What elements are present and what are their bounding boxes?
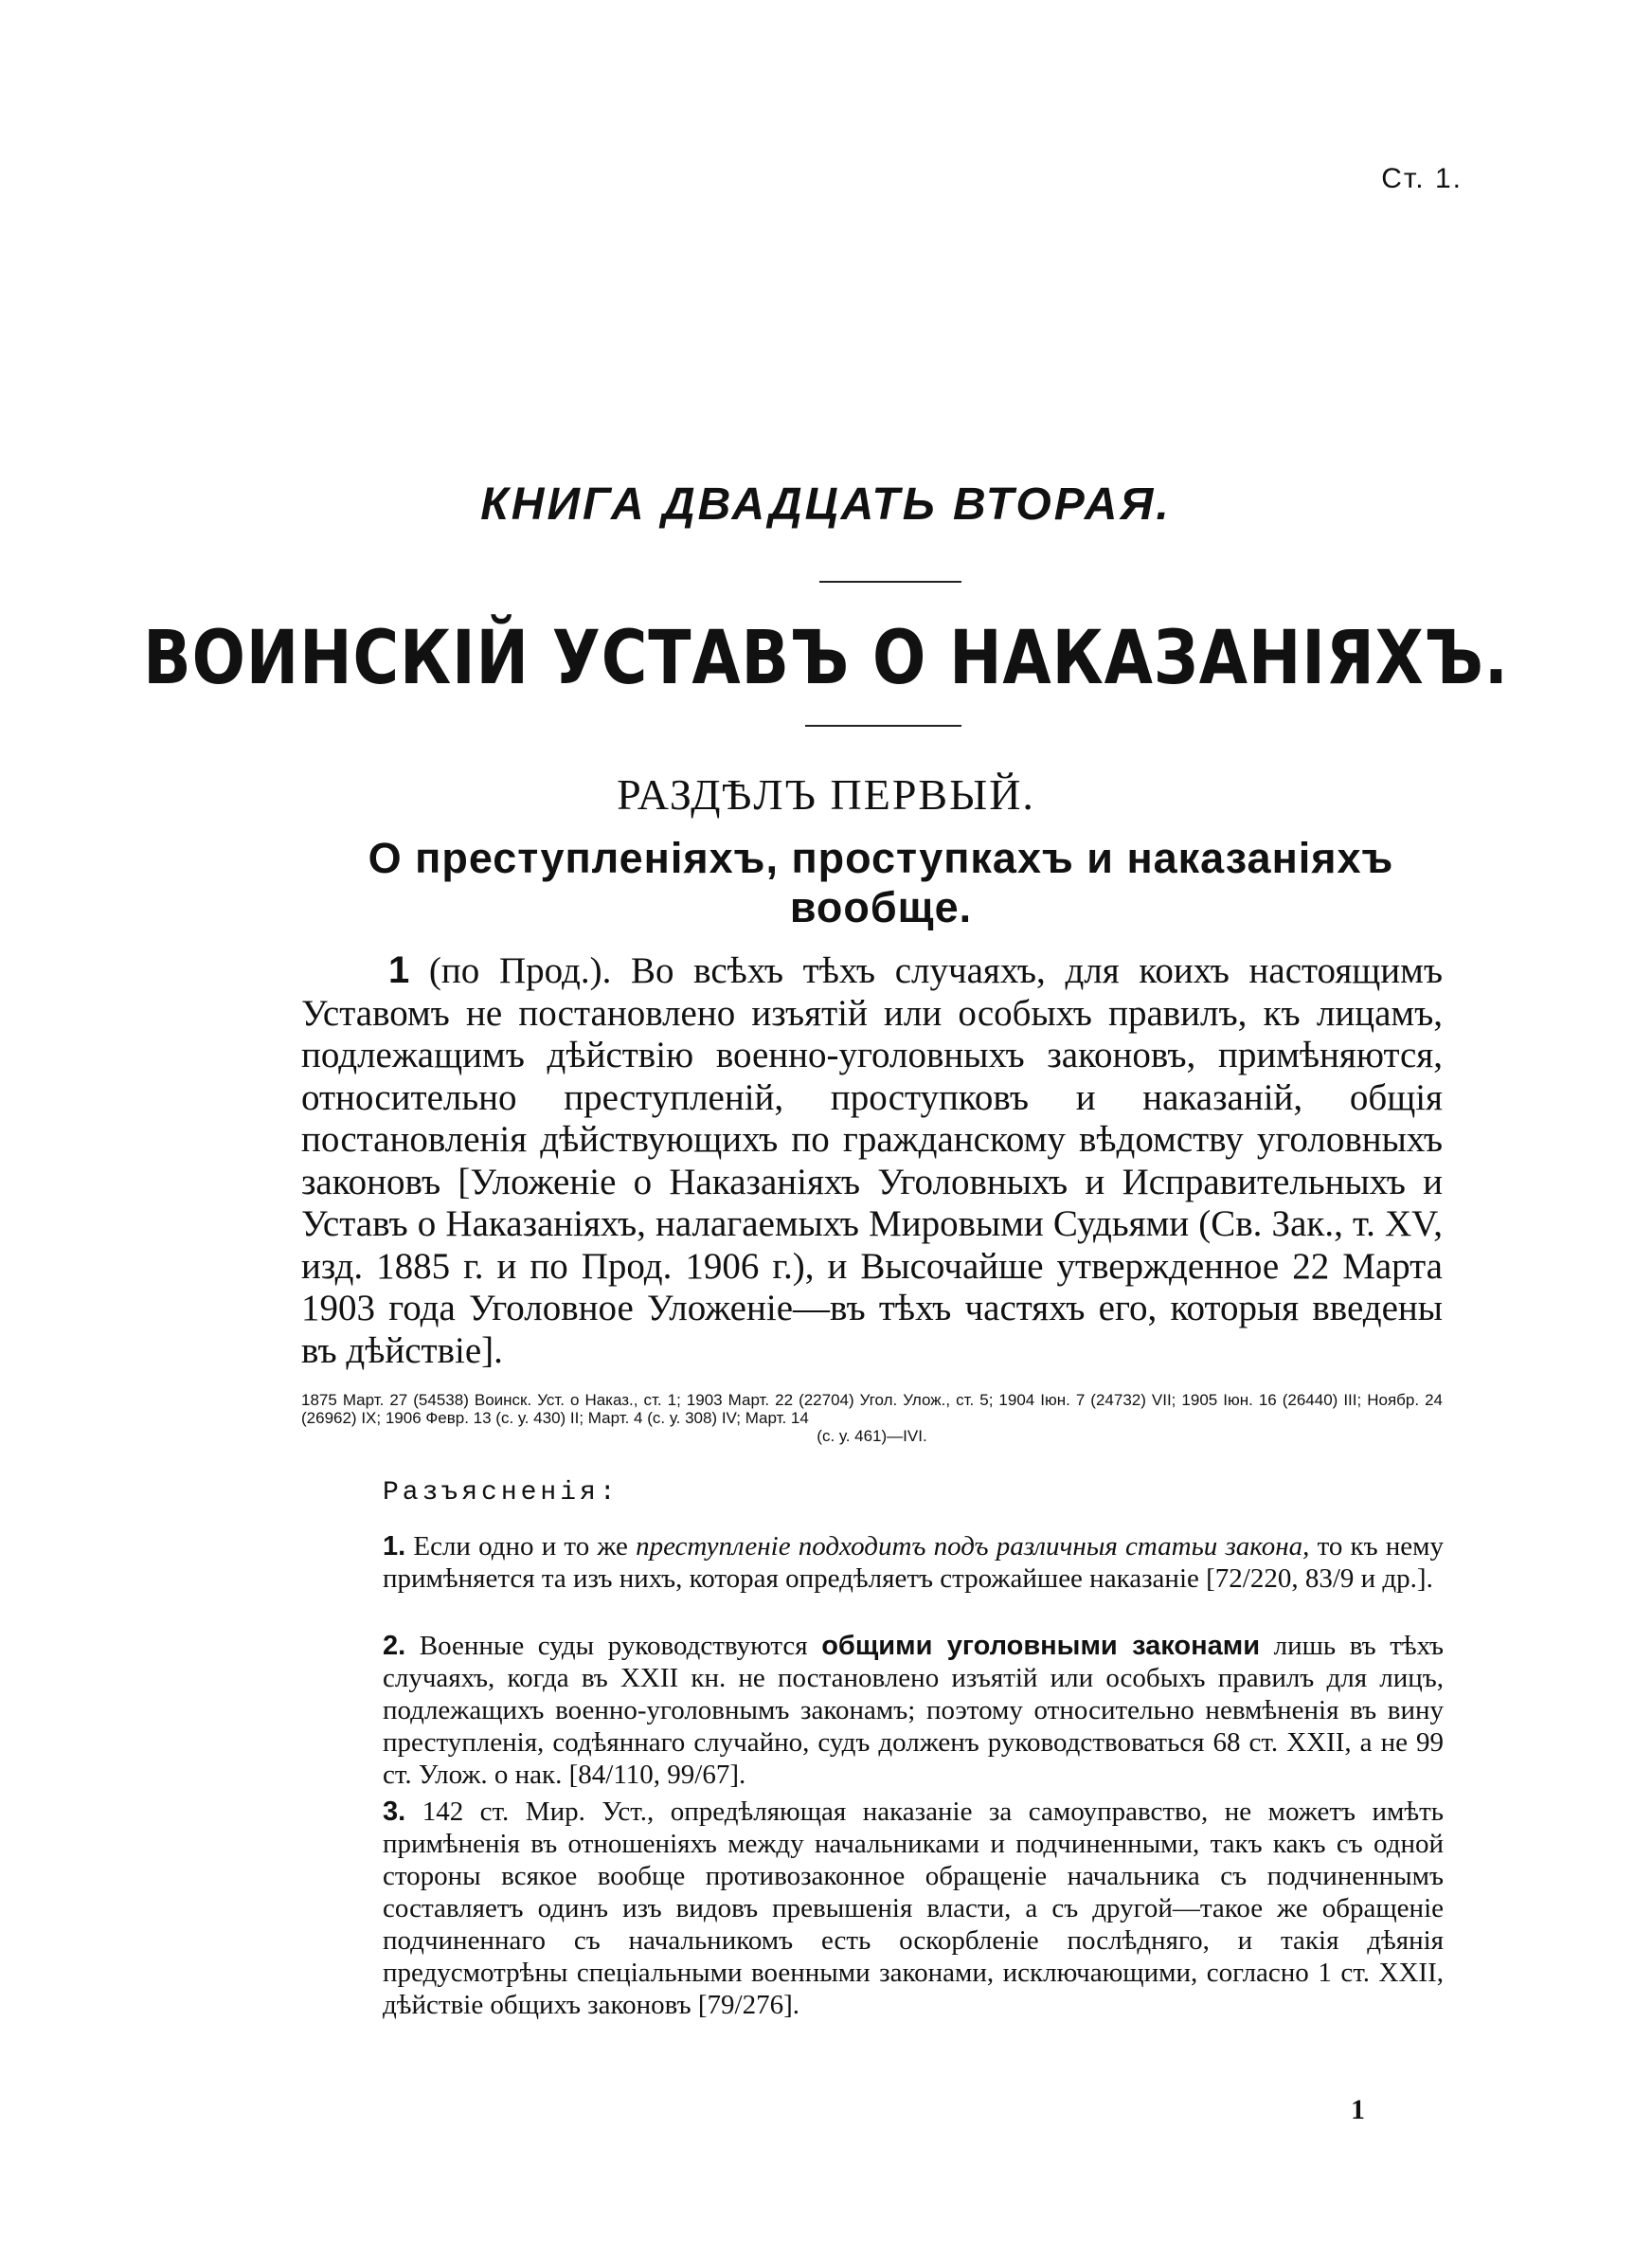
explanation-text: Если одно и то же <box>413 1531 628 1562</box>
article-number: 1 <box>388 949 410 991</box>
explanation-3 <box>383 1796 1444 2021</box>
explanation-text: то къ нему примѣняется та изъ нихъ, которая опредѣляетъ строжайшее наказаніе [72/220, 83/9 и др.]. <box>383 1531 1445 1594</box>
explanation-bold: общими уголовными законами <box>821 1631 1261 1661</box>
section-subtitle: О преступленіяхъ, проступкахъ и наказаніяхъ вообще. <box>368 834 1394 931</box>
divider-rule <box>805 725 961 727</box>
explanation-number: 3. <box>383 1797 406 1827</box>
explanation-text: лишь въ тѣхъ случаяхъ, когда въ XXII кн. не постановлено изъятій или особыхъ правилъ для лицъ, подлежащихъ военно-уголовнымъ законамъ; поэтому относительно невмѣненія въ вину преступленія, содѣяннаго случайно, судъ долженъ руководствоваться 68 ст. XXII, а не 99 ст. Улож. о нак. [84/110, 99/67]. <box>383 1631 1445 1790</box>
page-number: 1 <box>1351 2094 1365 2125</box>
explanations-heading: Разъясненія: <box>383 1478 620 1508</box>
book-title: КНИГА ДВАДЦАТЬ ВТОРАЯ. <box>480 479 1172 530</box>
section-title: РАЗДѢЛЪ ПЕРВЫЙ. <box>617 770 1035 819</box>
explanation-text: 142 ст. Мир. Уст., опредѣляющая наказаніе за самоуправство, не можетъ имѣть примѣненія въ отношеніяхъ между начальниками и подчиненными, такъ какъ съ одной стороны всякое вообще противозаконное обращеніе начальника съ подчиненнымъ составляетъ одинъ изъ видовъ превышенія власти, а съ другой—такое же обращеніе подчиненнаго съ начальникомъ есть оскорбленіе послѣдняго, и такія дѣянія предусмотрѣны спеціальными военными законами, исключающими, согласно 1 ст. XXII, дѣйствіе общихъ законовъ [79/276]. <box>383 1797 1445 2020</box>
running-head: Ст. 1. <box>1381 163 1463 194</box>
main-title: ВОИНСКІЙ УСТАВЪ О НАКАЗАНІЯХЪ. <box>143 616 1509 701</box>
article-text: (по Прод.). Во всѣхъ тѣхъ случаяхъ, для коихъ настоящимъ Уставомъ не постановлено изъятій или особыхъ правилъ, къ лицамъ, подлежащимъ дѣйствію военно-уголовныхъ законовъ, примѣняются, относительно преступленій, проступковъ и наказаній, общія постановленія дѣйствующихъ по гражданскому вѣдомству уголовныхъ законовъ [Уложеніе о Наказаніяхъ Уголовныхъ и Исправительныхъ и Уставъ о Наказаніяхъ, налагаемыхъ Мировыми Судьями (Св. Зак., т. XV, изд. 1885 г. и по Прод. 1906 г.), и Высочайше утвержденное 22 Марта 1903 года Уголовное Уложеніе—въ тѣхъ частяхъ его, которыя введены въ дѣйствіе]. <box>301 950 1444 1371</box>
explanation-number: 2. <box>383 1631 406 1661</box>
legal-sources <box>301 1391 1443 1445</box>
sources-last-line: (с. у. 461)—IVI. <box>817 1427 927 1445</box>
explanation-2 <box>383 1630 1444 1791</box>
explanation-number: 1. <box>383 1531 406 1562</box>
sources-text: 1875 Март. 27 (54538) Воинск. Уст. о Наказ., ст. 1; 1903 Март. 22 (22704) Угол. Улож., ст. 5; 1904 Іюн. 7 (24732) VII; 1905 Іюн. 16 (26440) III; Ноябр. 24 (26962) IX; 1906 Февр. 13 (с. у. 430) II; Март. 4 (с. у. 308) IV; Март. 14 <box>301 1391 1443 1427</box>
divider-rule <box>819 581 961 583</box>
explanation-italic: преступленіе подходитъ подъ различныя статьи закона, <box>636 1531 1310 1562</box>
article-1 <box>301 949 1443 1372</box>
explanation-1 <box>383 1530 1444 1595</box>
explanation-text: Военные суды руководствуются <box>419 1631 808 1661</box>
